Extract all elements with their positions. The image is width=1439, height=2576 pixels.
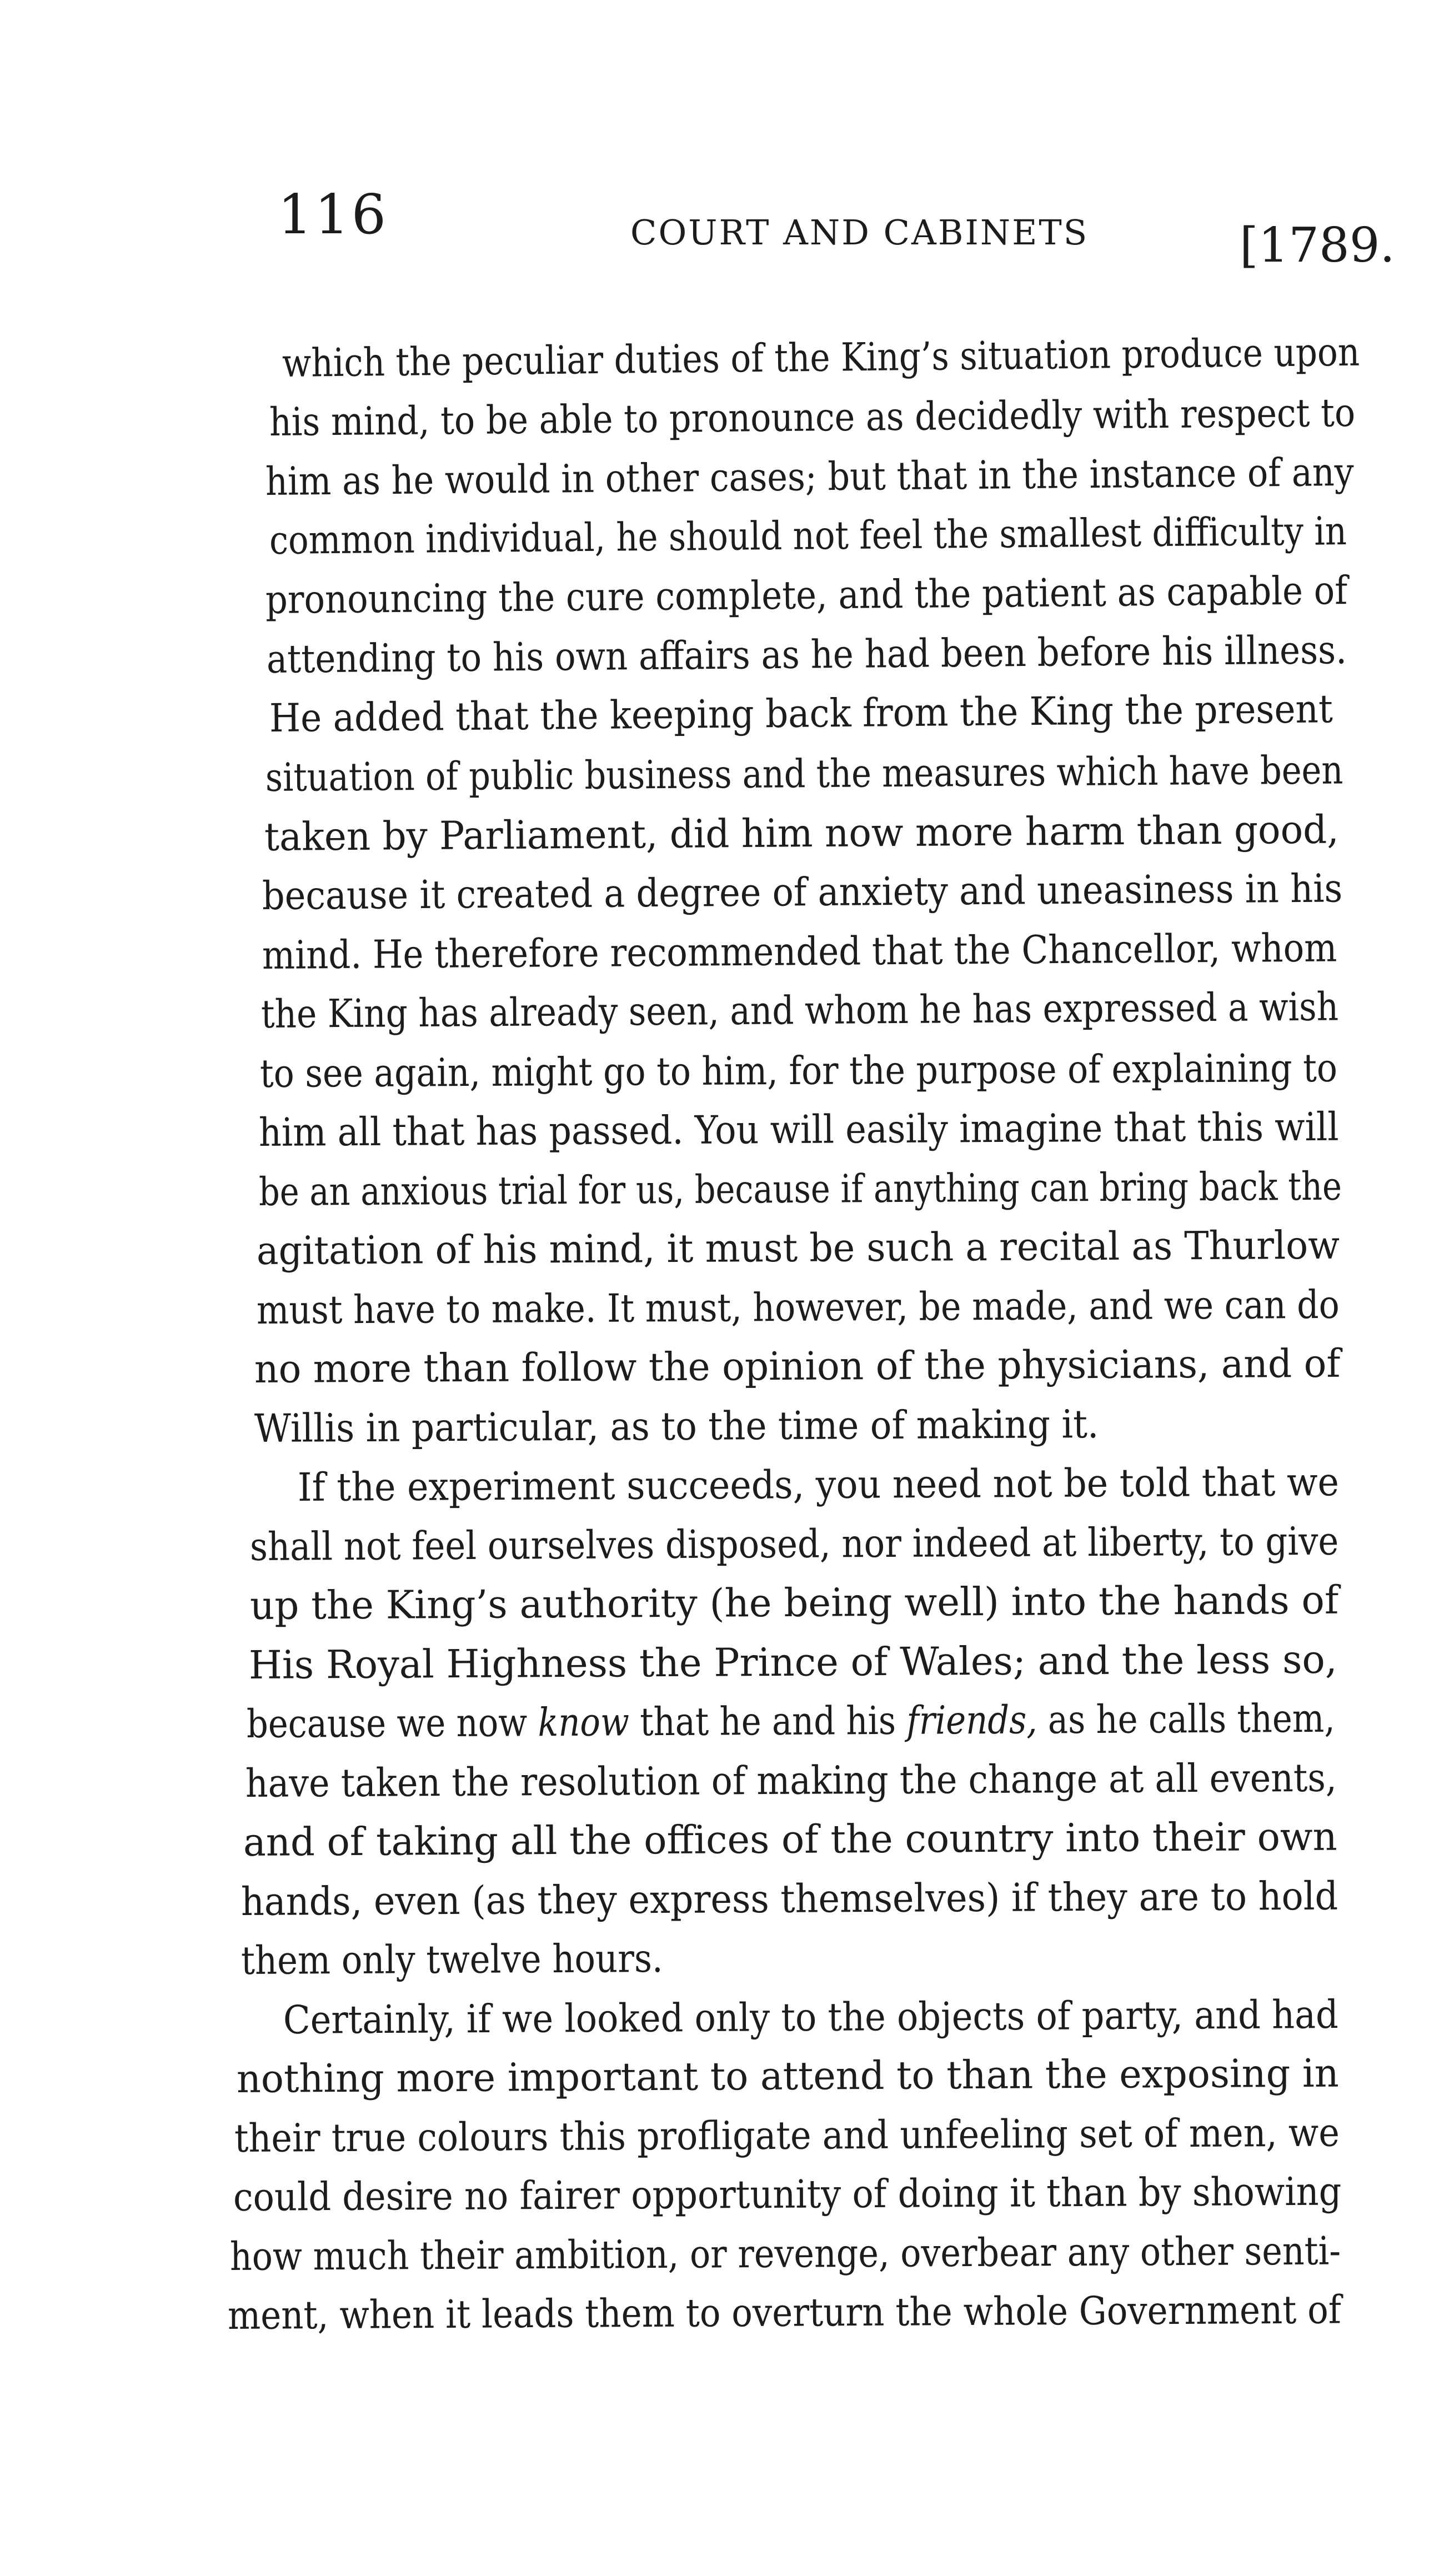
text-line xyxy=(246,1695,1335,1747)
text-line xyxy=(256,1281,1340,1333)
line-text: him all that has passed. You will easily imagine that this will xyxy=(258,1104,1339,1155)
line-text: them only twelve hours. xyxy=(240,1936,663,1983)
text-line xyxy=(243,1813,1337,1865)
text-line xyxy=(269,686,1333,741)
line-text: situation of public business and the measures which have been xyxy=(265,747,1343,800)
line-text: as he calls them, xyxy=(1037,1695,1335,1743)
text-line xyxy=(254,1401,1099,1451)
line-text: pronouncing the cure complete, and the patient as capable of xyxy=(265,567,1348,623)
text-line xyxy=(265,449,1355,504)
line-text: him as he would in other cases; but that in the instance of any xyxy=(265,449,1355,504)
italic-phrase: friends, xyxy=(906,1697,1037,1743)
line-text: which the peculiar duties of the King’s situation produce upon xyxy=(282,329,1360,386)
line-text: must have to make. It must, however, be made, and we can do xyxy=(256,1281,1340,1333)
running-title: COURT AND CABINETS xyxy=(630,212,1089,253)
line-text: be an anxious trial for us, because if anything can bring back the xyxy=(258,1163,1342,1215)
line-text: shall not feel ourselves disposed, nor indeed at liberty, to give xyxy=(249,1518,1339,1570)
text-line xyxy=(245,1755,1337,1806)
line-text: Willis in particular, as to the time of making it. xyxy=(254,1401,1099,1451)
text-line xyxy=(256,1222,1340,1274)
text-line xyxy=(264,806,1339,860)
line-text: Certainly, if we looked only to the objects of party, and had xyxy=(283,1992,1338,2043)
line-text: could desire no fairer opportunity of doing it than by showing xyxy=(233,2168,1342,2220)
text-line xyxy=(269,389,1356,445)
line-text: ment, when it leads them to overturn the whole Government of xyxy=(227,2287,1342,2338)
line-text: agitation of his mind, it must be such a recital as Thurlow xyxy=(256,1222,1340,1274)
text-line xyxy=(265,567,1348,623)
text-line xyxy=(227,2287,1342,2338)
line-text: mind. He therefore recommended that the Chancellor, whom xyxy=(262,925,1337,978)
line-text: If the experiment succeeds, you need not be told that we xyxy=(297,1459,1340,1510)
page-number: 116 xyxy=(278,183,389,247)
text-line xyxy=(248,1636,1337,1688)
line-text: He added that the keeping back from the King the present xyxy=(269,686,1333,741)
text-line xyxy=(240,1873,1338,1925)
text-line xyxy=(262,865,1343,919)
text-line xyxy=(265,747,1343,800)
line-text: common individual, he should not feel the smallest difficulty in xyxy=(269,508,1347,563)
line-text: no more than follow the opinion of the physicians, and of xyxy=(254,1340,1341,1392)
line-text: that he and his xyxy=(629,1697,907,1745)
line-text: taken by Parliament, did him now more harm than good, xyxy=(264,806,1339,860)
text-line xyxy=(262,925,1337,978)
text-line xyxy=(297,1459,1340,1510)
line-text: the King has already seen, and whom he has expressed a wish xyxy=(260,984,1339,1037)
text-line xyxy=(269,508,1347,563)
line-text: hands, even (as they express themselves) if they are to hold xyxy=(240,1873,1338,1925)
line-text: up the King’s authority (he being well) into the hands of xyxy=(249,1577,1339,1628)
text-line xyxy=(254,1340,1341,1392)
line-text: have taken the resolution of making the change at all events, xyxy=(245,1755,1337,1806)
text-line xyxy=(229,2228,1341,2279)
text-line xyxy=(240,1936,663,1983)
line-text: how much their ambition, or revenge, overbear any other senti- xyxy=(229,2228,1341,2279)
line-text: their true colours this profligate and unfeeling set of men, we xyxy=(234,2109,1340,2161)
line-text: His Royal Highness the Prince of Wales; and the less so, xyxy=(248,1636,1337,1688)
year-marker: [1789. xyxy=(1240,218,1395,273)
text-line xyxy=(249,1518,1339,1570)
line-text: to see again, might go to him, for the purpose of explaining to xyxy=(259,1045,1338,1096)
text-line xyxy=(283,1992,1338,2043)
text-line xyxy=(258,1163,1342,1215)
text-line xyxy=(258,1104,1339,1155)
line-text: because it created a degree of anxiety and uneasiness in his xyxy=(262,865,1343,919)
line-text: attending to his own affairs as he had been before his illness. xyxy=(266,627,1347,682)
text-line xyxy=(259,1045,1338,1096)
text-line xyxy=(282,329,1360,386)
italic-phrase: know xyxy=(538,1699,630,1746)
text-line xyxy=(266,627,1347,682)
line-text: nothing more important to attend to than the exposing in xyxy=(236,2050,1339,2102)
text-line xyxy=(233,2168,1342,2220)
line-text: and of taking all the offices of the country into their own xyxy=(243,1813,1337,1865)
text-line xyxy=(260,984,1339,1037)
line-text: his mind, to be able to pronounce as decidedly with respect to xyxy=(269,389,1356,445)
text-line xyxy=(234,2109,1340,2161)
line-text: because we now xyxy=(246,1700,538,1747)
text-line xyxy=(236,2050,1339,2102)
text-line xyxy=(249,1577,1339,1628)
